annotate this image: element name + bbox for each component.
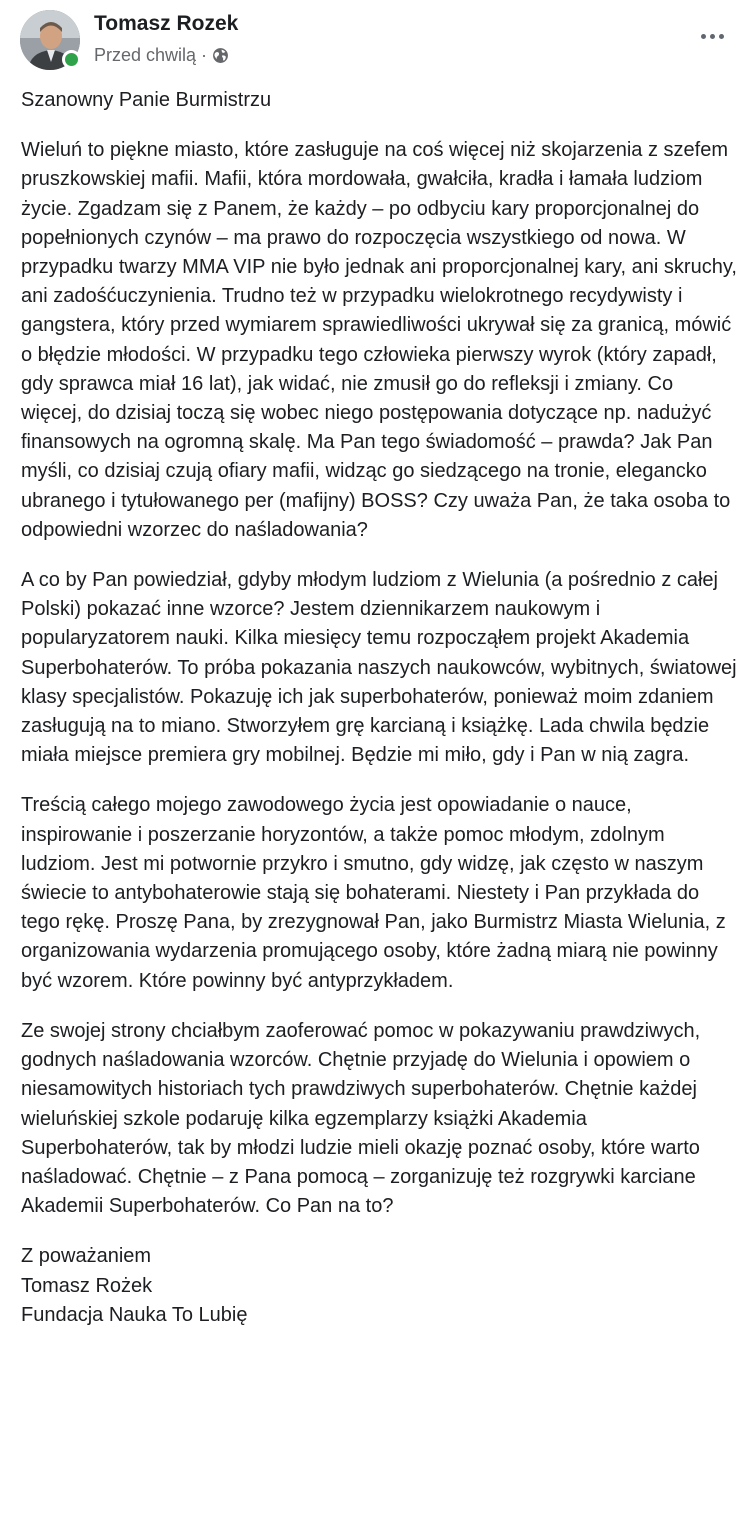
- signature-name: Tomasz Rożek: [21, 1274, 153, 1297]
- more-options-icon-dot: [710, 34, 715, 39]
- letter-paragraph: Treścią całego mojego zawodowego życia jest opowiadanie o nauce, inspirowanie i poszerzanie horyzontów, a także pomoc młodym, zdolnym ludziom. Jest mi potwornie przykro i smutno, gdy widzę, jak często w naszym świecie to antybohaterowie stają się bohaterami. Niestety i Pan przykłada do tego rękę. Proszę Pana, by zrezygnował Pan, jako Burmistrz Miasta Wielunia, z organizowania wydarzenia promującego osoby, które żadną miarą nie powinny być wzorem. Które powinny być antyprzykładem.: [21, 794, 726, 992]
- signature-organization: Fundacja Nauka To Lubię: [21, 1303, 248, 1326]
- letter-paragraph: Wieluń to piękne miasto, które zasługuje na coś więcej niż skojarzenia z szefem pruszkowskiej mafii. Mafii, która mordowała, gwałciła, kradła i łamała ludziom życie. Zgadzam się z Panem, że każdy – po odbyciu kary proporcjonalnej do popełnionych czynów – ma prawo do rozpoczęcia wszystkiego od nowa. W przypadku twarzy MMA VIP nie było jednak ani proporcjonalnej kary, ani skruchy, ani zadośćuczynienia. Trudno też w przypadku wielokrotnego recydywisty i gangstera, który przed wymiarem sprawiedliwości ukrywał się za granicą, mówić o błędzie młodości. W przypadku tego człowieka pierwszy wyrok (który zapadł, gdy sprawca miał 16 lat), jak widać, nie zmusił go do refleksji i zmiany. Co więcej, do dzisiaj toczą się wobec niego postępowania dotyczące np. nadużyć finansowych na ogromną skalę. Ma Pan tego świadomość – prawda? Jak Pan myśli, co dzisiaj czują ofiary mafii, widząc go siedzącego na tronie, elegancko ubranego i tytułowanego per (mafijny) BOSS? Czy uważa Pan, że taka osoba to odpowiedni wzorzec do naśladowania?: [21, 139, 737, 541]
- post-header: [20, 10, 740, 72]
- letter-closing: Z poważaniem: [21, 1245, 152, 1268]
- post-meta: [94, 43, 229, 67]
- online-status-dot: [62, 50, 81, 69]
- more-options-button[interactable]: [692, 22, 732, 50]
- author-name[interactable]: Tomasz Rozek: [94, 12, 239, 35]
- globe-icon[interactable]: [212, 47, 229, 64]
- author-avatar[interactable]: [20, 10, 80, 70]
- post-timestamp[interactable]: Przed chwilą: [94, 44, 197, 65]
- meta-separator: ·: [201, 44, 208, 65]
- letter-greeting: Szanowny Panie Burmistrzu: [21, 89, 272, 111]
- post-content: [21, 86, 739, 1330]
- letter-paragraph: A co by Pan powiedział, gdyby młodym ludziom z Wielunia (a pośrednio z całej Polski) pokazać inne wzorce? Jestem dziennikarzem naukowym i popularyzatorem nauki. Kilka miesięcy temu rozpocząłem projekt Akademia Superbohaterów. To próba pokazania naszych naukowców, wybitnych, światowej klasy specjalistów. Pokazuję ich jak superbohaterów, ponieważ moim zdaniem zasługują na to miano. Stworzyłem grę karcianą i książkę. Lada chwila będzie miała miejsce premiera gry mobilnej. Będzie mi miło, gdy i Pan w nią zagra.: [21, 569, 737, 767]
- letter-paragraph: Ze swojej strony chciałbym zaoferować pomoc w pokazywaniu prawdziwych, godnych naśladowania wzorców. Chętnie przyjadę do Wielunia i opowiem o niesamowitych historiach tych prawdziwych superbohaterów. Chętnie każdej wieluńskiej szkole podaruję kilka egzemplarzy książki Akademia Superbohaterów, tak by młodzi ludzie mieli okazję poznać osoby, które warto naśladować. Chętnie – z Pana pomocą – zorganizuję też rozgrywki karciane Akademii Superbohaterów. Co Pan na to?: [21, 1019, 701, 1218]
- more-options-icon: [701, 34, 706, 39]
- more-options-icon-dot: [719, 34, 724, 39]
